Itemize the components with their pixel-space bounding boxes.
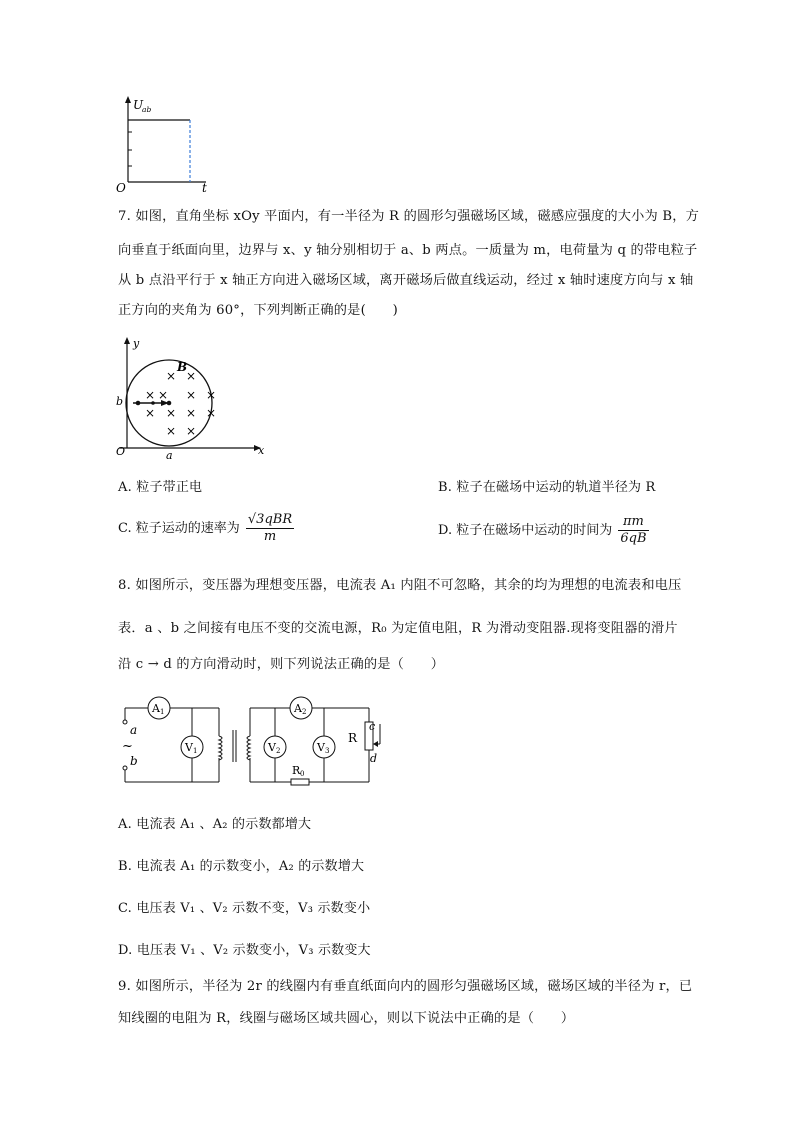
q7-label-o: O — [116, 445, 126, 458]
q7-label-a: a — [166, 449, 173, 460]
q7-option-b: B. 粒子在磁场中运动的轨道半径为 R — [438, 480, 656, 495]
q7-option-d-denominator: 6qB — [620, 531, 647, 546]
q8-resistor-r0 — [291, 779, 309, 785]
q7-option-d — [438, 514, 649, 547]
q7-cross: × — [186, 369, 197, 383]
q8-primary-coil — [219, 736, 222, 760]
svg-text:A: A — [294, 702, 302, 715]
q8-line-2: 表．a 、b 之间接有电压不变的交流电源，R₀ 为定值电阻，R 为滑动变阻器.现将变阻器的滑片 — [118, 621, 678, 636]
q7-cross: × — [186, 406, 197, 420]
q7-cross: × — [158, 388, 169, 402]
q8-secondary-coil — [247, 736, 250, 760]
svg-text:2: 2 — [302, 708, 307, 716]
svg-text:V: V — [268, 741, 276, 754]
svg-text:A: A — [152, 702, 160, 715]
q8-label-d: d — [370, 752, 378, 765]
q7-particle-dot — [136, 401, 141, 406]
q7-option-c-denominator: m — [263, 529, 277, 544]
q9-line-2: 知线圈的电阻为 R，线圈与磁场区域共圆心，则以下说法中正确的是（ ） — [118, 1011, 575, 1026]
q8-option-d: D. 电压表 V₁ 、V₂ 示数变小，V₃ 示数变大 — [118, 943, 371, 958]
q7-line-3: 从 b 点沿平行于 x 轴正方向进入磁场区域，离开磁场后做直线运动，经过 x 轴时速度方向与 x 轴 — [118, 273, 694, 288]
q8-ammeter-a2 — [290, 697, 312, 719]
q7-option-d-numerator: πm — [618, 514, 648, 531]
q8-line-3: 沿 c → d 的方向滑动时，则下列说法正确的是（ ） — [118, 657, 445, 672]
q7-option-c-text: C. 粒子运动的速率为 — [118, 521, 240, 536]
q8-option-c: C. 电压表 V₁ 、V₂ 示数不变，V₃ 示数变小 — [118, 901, 371, 916]
svg-text:1: 1 — [160, 708, 165, 716]
q8-label-b: b — [130, 754, 138, 768]
uab-origin: O — [116, 181, 126, 194]
q7-line-2: 向垂直于纸面向里，边界与 x、y 轴分别相切于 a、b 两点。一质量为 m，电荷量为 q 的带电粒子 — [118, 243, 698, 258]
uab-graph — [108, 94, 218, 194]
q7-option-a: A. 粒子带正电 — [118, 480, 203, 495]
q7-option-d-fraction — [618, 514, 648, 547]
q7-cross: × — [166, 406, 177, 420]
q7-cross: × — [166, 424, 177, 438]
q8-option-b: B. 电流表 A₁ 的示数变小，A₂ 的示数增大 — [118, 859, 365, 874]
q7-cross: × — [186, 388, 197, 402]
q7-label-B: B — [177, 360, 188, 374]
q8-voltmeter-v2 — [264, 736, 286, 758]
svg-text:1: 1 — [193, 747, 198, 755]
uab-ylabel-sub: ab — [142, 105, 152, 114]
q7-option-c-fraction — [246, 512, 294, 545]
q7-option-c-numerator: √3qBR — [247, 512, 293, 527]
q8-label-r: R — [348, 731, 358, 745]
q7-label-b: b — [116, 395, 124, 408]
uab-xlabel: t — [202, 181, 207, 194]
q8-ac-symbol: ~ — [122, 739, 133, 754]
q8-voltmeter-v1 — [181, 736, 203, 758]
svg-text:V: V — [185, 741, 193, 754]
q8-voltmeter-v3 — [313, 736, 335, 758]
q8-ammeter-a1 — [148, 697, 170, 719]
q7-line-4: 正方向的夹角为 60°，下列判断正确的是( ) — [118, 303, 399, 318]
q8-slider-arrow — [373, 741, 378, 747]
q7-figure — [115, 335, 275, 460]
q8-label-r0-sub: 0 — [300, 770, 305, 778]
q7-option-c — [118, 512, 294, 545]
q7-label-y: y — [133, 337, 140, 350]
q8-circuit — [115, 694, 390, 790]
q7-cross: × — [166, 369, 177, 383]
uab-y-arrow — [125, 96, 131, 103]
q8-terminal-a — [123, 720, 127, 724]
q8-option-a: A. 电流表 A₁ 、A₂ 的示数都增大 — [118, 817, 312, 832]
q7-label-x: x — [258, 444, 265, 457]
q7-cross: × — [206, 406, 217, 420]
q9-line-1: 9. 如图所示，半径为 2r 的线圈内有垂直纸面向内的圆形匀强磁场区域，磁场区域的半径为 r，已 — [118, 979, 693, 994]
q7-cross: × — [145, 406, 156, 420]
svg-text:3: 3 — [325, 747, 330, 755]
q8-label-a: a — [130, 723, 138, 737]
q8-terminal-b — [123, 766, 127, 770]
uab-ylabel: U — [133, 98, 144, 112]
svg-text:2: 2 — [276, 747, 281, 755]
q8-label-r0: R — [292, 764, 301, 777]
q7-cross: × — [206, 388, 217, 402]
q7-cross: × — [145, 388, 156, 402]
q7-line-1: 7. 如图，直角坐标 xOy 平面内，有一半径为 R 的圆形匀强磁场区域，磁感应强度的大小为 B，方 — [118, 209, 699, 224]
svg-text:V: V — [317, 741, 325, 754]
q8-label-c: c — [369, 720, 376, 733]
q7-y-arrow — [124, 337, 130, 344]
q7-option-d-text: D. 粒子在磁场中运动的时间为 — [438, 523, 613, 538]
q7-cross: × — [186, 424, 197, 438]
q8-line-1: 8. 如图所示，变压器为理想变压器，电流表 A₁ 内阻不可忽略，其余的均为理想的电流表和电压 — [118, 578, 682, 593]
